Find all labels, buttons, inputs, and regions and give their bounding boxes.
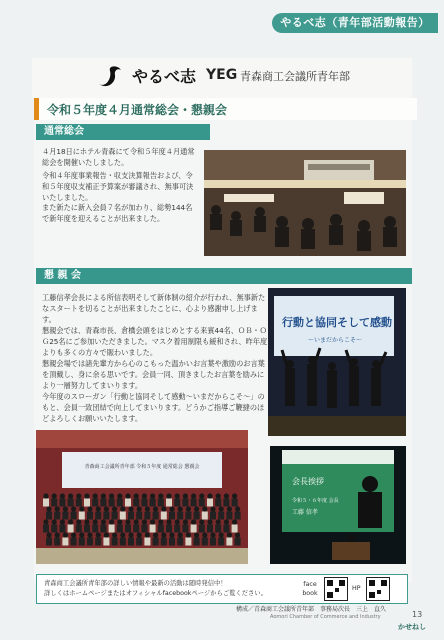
screen-title: 会長挨拶 — [292, 477, 324, 486]
section-tab: やるべ志（青年部活動報告） — [272, 13, 438, 33]
credit-line: 構成／青森商工会議所青年部 事務局次長 三上 直久 — [236, 606, 387, 613]
facebook-label: face book — [302, 581, 318, 597]
party-paragraph-1: 工藤信孝会長による所信表明そして新体制の紹介が行われ、無事新たなスタートを切ることが出来ましたことに、心より感謝申し上げます。 — [42, 293, 266, 324]
group-banner-text: 青森商工会議所青年部 令和５年度 通常総会 懇親会 — [84, 464, 200, 470]
chamber-footer-text: Aomori Chamber of Commerce and Industry — [270, 614, 381, 620]
general-paragraph-3: また新たに新入会員７名が加わり、総勢144名で新年度を迎えることが出来ました。 — [42, 203, 193, 223]
general-paragraph-2: 令和４年度事業報告・収支決算報告および、令和５年度収支補正予算案が審議され、無事可決いたしました。 — [42, 171, 194, 202]
screen-subtitle: 令和５・６年度 会長 — [292, 498, 339, 504]
article-title-bar — [34, 98, 417, 120]
yeg-logo-icon — [96, 64, 126, 90]
party-paragraph-4: 今年度のスローガン「行動と協同そして感動～いまだからこそ～」のもと、会員一致団結で向上してまいります。どうかご指導ご鞭撻のほどよろしくお願いいたします。 — [42, 392, 265, 423]
facebook-qr-code[interactable] — [324, 577, 348, 601]
yeg-label: YEG — [206, 67, 238, 83]
group-photo — [36, 430, 248, 564]
section-heading-party: 懇 親 会 — [36, 268, 412, 284]
general-paragraph-1: ４月18日にホテル青森にて令和５年度４月通常総会を開催いたしました。 — [42, 147, 195, 167]
brand-text: かせねし — [398, 623, 426, 631]
article-title: 令和５年度４月通常総会・懇親会 — [47, 103, 228, 117]
section-heading-general: 通常総会 — [36, 124, 210, 140]
footer-line-2: 詳しくはホームページまたはオフィシャルfacebookページからご覧ください。 — [44, 590, 267, 597]
stage-slogan-text: 行動と協同そして感動 — [282, 316, 392, 329]
chairman-speech-photo — [270, 446, 406, 564]
meeting-hall-photo — [204, 150, 406, 256]
homepage-qr-code[interactable] — [366, 577, 390, 601]
stage-slogan-photo — [268, 288, 406, 436]
organization-name: 青森商工会議所青年部 — [240, 70, 350, 83]
page-number: 13 — [412, 610, 423, 619]
logo-text: やるべ志 — [132, 67, 197, 86]
footer-line-1: 青森商工会議所青年部の詳しい情報や最新の活動は随時発信中！ — [44, 580, 227, 587]
party-paragraph-3: 懇親会場では諸先輩方から心のこもった温かいお言葉や激励のお言葉を頂戴し、身に余る思いです。会員一同、頂きましたお言葉を励みにより一層努力してまいります。 — [42, 359, 265, 390]
screen-name: 工藤 信孝 — [292, 509, 318, 516]
party-paragraph-2: 懇親会では、青森市長、倉橋会頭をはじめとする来賓44名、ＯＢ・ＯＧ25名にご参加いただきました。マスク着用制限も緩和され、昨年度よりも多くの方々で賑わいました。 — [42, 326, 268, 357]
stage-slogan-subtext: ～いまだからこそ～ — [308, 337, 363, 344]
hp-label: HP — [352, 585, 361, 592]
